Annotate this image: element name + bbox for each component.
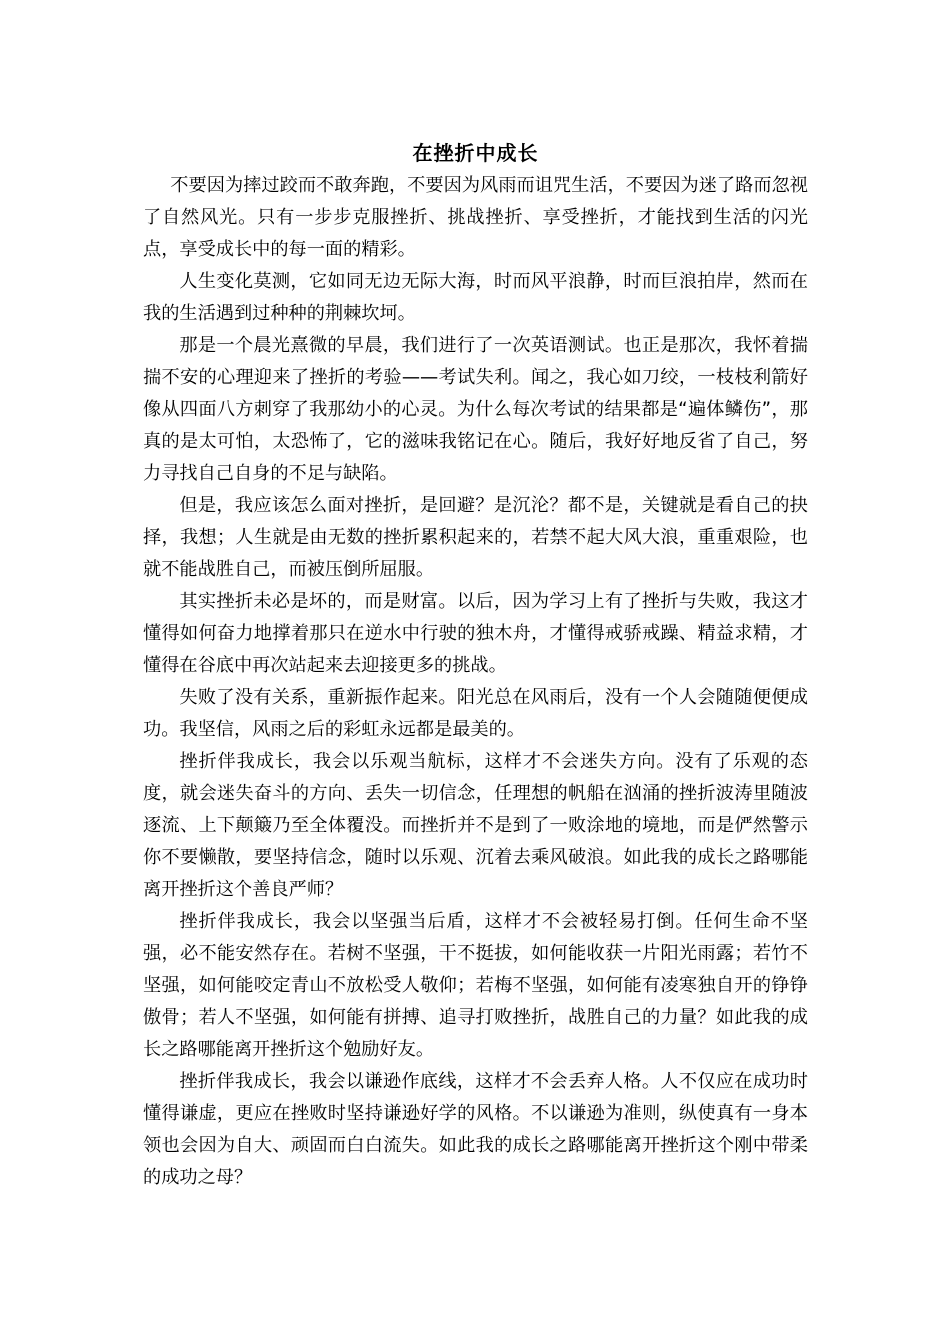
paragraph: 不要因为摔过跤而不敢奔跑，不要因为风雨而诅咒生活，不要因为迷了路而忽视了自然风光。只有一步步克服挫折、挑战挫折、享受挫折，才能找到生活的闪光点，享受成长中的每一面的精彩。: [143, 175, 808, 260]
paragraph: 挫折伴我成长，我会以谦逊作底线，这样才不会丢弃人格。人不仅应在成功时懂得谦虚，更应在挫败时坚持谦逊好学的风格。不以谦逊为准则，纵使真有一身本领也会因为自大、顽固而白白流失。如此我的成长之路哪能离开挫折这个刚中带柔的成功之母？: [143, 1071, 808, 1188]
document-title: 在挫折中成长: [412, 141, 539, 165]
paragraph: 挫折伴我成长，我会以坚强当后盾，这样才不会被轻易打倒。任何生命不坚强，必不能安然存在。若树不坚强，干不挺拔，如何能收获一片阳光雨露；若竹不坚强，如何能咬定青山不放松受人敬仰；若梅不坚强，如何能有凌寒独自开的铮铮傲骨；若人不坚强，如何能有拼搏、追寻打败挫折，战胜自己的力量？如此我的成长之路哪能离开挫折这个勉励好友。: [143, 911, 808, 1060]
document-page: [143, 138, 808, 1194]
paragraph: 那是一个晨光熹微的早晨，我们进行了一次英语测试。也正是那次，我怀着揣揣不安的心理迎来了挫折的考验——考试失利。闻之，我心如刀绞，一枝枝利箭好像从四面八方刺穿了我那幼小的心灵。为什么每次考试的结果都是“遍体鳞伤”，那真的是太可怕，太恐怖了，它的滋味我铭记在心。随后，我好好地反省了自己，努力寻找自己自身的不足与缺陷。: [143, 335, 808, 484]
paragraph: 但是，我应该怎么面对挫折，是回避？是沉沦？都不是，关键就是看自己的抉择，我想；人生就是由无数的挫折累积起来的，若禁不起大风大浪，重重艰险，也就不能战胜自己，而被压倒所屈服。: [143, 495, 808, 580]
paragraph: 失败了没有关系，重新振作起来。阳光总在风雨后，没有一个人会随随便便成功。我坚信，风雨之后的彩虹永远都是最美的。: [143, 687, 808, 740]
paragraph: 挫折伴我成长，我会以乐观当航标，这样才不会迷失方向。没有了乐观的态度，就会迷失奋斗的方向、丢失一切信念，任理想的帆船在汹涌的挫折波涛里随波逐流、上下颠簸乃至全体覆没。而挫折并不是到了一败涂地的境地，而是俨然警示你不要懒散，要坚持信念，随时以乐观、沉着去乘风破浪。如此我的成长之路哪能离开挫折这个善良严师？: [143, 751, 808, 900]
paragraph: 其实挫折未必是坏的，而是财富。以后，因为学习上有了挫折与失败，我这才懂得如何奋力地撑着那只在逆水中行驶的独木舟，才懂得戒骄戒躁、精益求精，才懂得在谷底中再次站起来去迎接更多的挑战。: [143, 591, 808, 676]
paragraph: 人生变化莫测，它如同无边无际大海，时而风平浪静，时而巨浪拍岸，然而在我的生活遇到过种种的荆棘坎坷。: [143, 271, 808, 324]
